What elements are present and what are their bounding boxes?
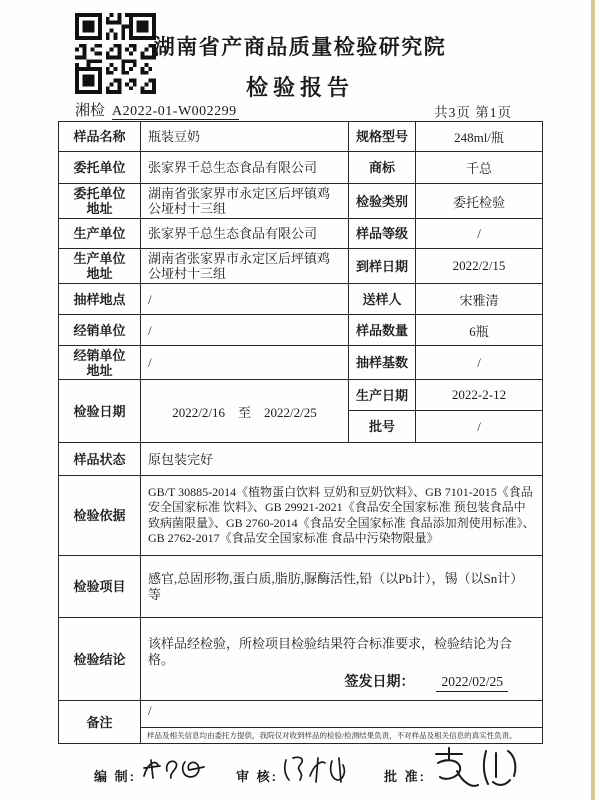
sample-quantity-label: 样品数量 bbox=[349, 315, 416, 346]
distributor-value: / bbox=[141, 315, 349, 346]
remarks-value: / bbox=[141, 702, 542, 728]
sample-name-value: 瓶装豆奶 bbox=[141, 122, 349, 152]
issue-date-line bbox=[141, 671, 542, 699]
sample-sender-value: 宋雅清 bbox=[416, 284, 543, 315]
remarks-fine-print: 样品及相关信息均由委托方提供，我院仅对收到样品的检验/检测结果负责，不对样品及相关信息的真实性负责。 bbox=[147, 731, 517, 740]
reviewed-by-signature bbox=[280, 752, 356, 790]
producer-address-value: 湖南省张家界市永定区后坪镇鸡公垭村十三组 bbox=[141, 249, 349, 284]
table-row bbox=[59, 346, 543, 380]
conclusion-cell bbox=[141, 618, 543, 701]
page-count: 共3页 第1页 bbox=[434, 105, 512, 120]
batch-no-label: 批号 bbox=[349, 411, 416, 443]
trademark-value: 千总 bbox=[416, 152, 543, 184]
client-address-value: 湖南省张家界市永定区后坪镇鸡公垭村十三组 bbox=[141, 184, 349, 219]
remarks-label: 备注 bbox=[59, 701, 141, 744]
inspection-basis-value: GB/T 30885-2014《植物蛋白饮料 豆奶和豆奶饮料》、GB 7101-2015《食品安全国家标准 饮料》、GB 29921-2021《食品安全国家标准 预包装食品中致病菌限量》、GB 2760-2014《食品安全国家标准 食品添加剂使用标准》、GB 2762-2017《食品安全国家标准 食品中污染物限量》 bbox=[141, 476, 543, 556]
approved-by-label: 批 准: bbox=[384, 769, 426, 784]
sample-status-label: 样品状态 bbox=[59, 443, 141, 476]
prepared-by-label: 编 制: bbox=[94, 769, 136, 784]
client-address-label: 委托单位地址 bbox=[59, 184, 141, 219]
report-number-line bbox=[75, 99, 239, 120]
production-date-label: 生产日期 bbox=[349, 380, 416, 411]
issue-date-label: 签发日期： bbox=[344, 673, 415, 689]
report-table bbox=[58, 121, 543, 744]
table-row bbox=[59, 380, 543, 411]
table-row bbox=[59, 184, 543, 219]
institute-title: 湖南省产商品质量检验研究院 bbox=[153, 36, 447, 59]
sample-grade-label: 样品等级 bbox=[349, 219, 416, 249]
sampling-base-value: / bbox=[416, 346, 543, 380]
table-row bbox=[59, 284, 543, 315]
page-edge-strip bbox=[591, 0, 595, 800]
client-value: 张家界千总生态食品有限公司 bbox=[141, 152, 349, 184]
sample-quantity-value: 6瓶 bbox=[416, 315, 543, 346]
table-row bbox=[59, 556, 543, 618]
sample-sender-label: 送样人 bbox=[349, 284, 416, 315]
sample-status-value: 原包装完好 bbox=[141, 443, 543, 476]
sampling-place-value: / bbox=[141, 284, 349, 315]
arrival-date-value: 2022/2/15 bbox=[416, 249, 543, 284]
prepared-by-signature bbox=[140, 754, 212, 788]
remarks-cell bbox=[141, 701, 543, 744]
table-row bbox=[59, 122, 543, 152]
distributor-address-value: / bbox=[141, 346, 349, 380]
producer-value: 张家界千总生态食品有限公司 bbox=[141, 219, 349, 249]
conclusion-value: 该样品经检验，所检项目检验结果符合标准要求，检验结论为合格。 bbox=[148, 636, 513, 667]
table-row bbox=[59, 476, 543, 556]
table-row bbox=[59, 443, 543, 476]
trademark-label: 商标 bbox=[349, 152, 416, 184]
table-row bbox=[59, 618, 543, 701]
table-row bbox=[59, 701, 543, 744]
distributor-label: 经销单位 bbox=[59, 315, 141, 346]
inspection-basis-label: 检验依据 bbox=[59, 476, 141, 556]
spec-model-value: 248ml/瓶 bbox=[416, 122, 543, 152]
conclusion-wrap bbox=[141, 619, 542, 699]
spec-model-label: 规格型号 bbox=[349, 122, 416, 152]
arrival-date-label: 到样日期 bbox=[349, 249, 416, 284]
table-row bbox=[59, 152, 543, 184]
approved-by-signature bbox=[426, 744, 526, 796]
producer-label: 生产单位 bbox=[59, 219, 141, 249]
inspection-category-label: 检验类别 bbox=[349, 184, 416, 219]
sample-name-label: 样品名称 bbox=[59, 122, 141, 152]
batch-no-value: / bbox=[416, 411, 543, 443]
sampling-place-label: 抽样地点 bbox=[59, 284, 141, 315]
table-row bbox=[59, 219, 543, 249]
report-number: A2022-01-W002299 bbox=[112, 104, 237, 119]
conclusion-label: 检验结论 bbox=[59, 618, 141, 701]
reviewed-by-label: 审 核: bbox=[236, 769, 278, 784]
report-title: 检验报告 bbox=[245, 75, 354, 100]
table-row bbox=[59, 315, 543, 346]
production-date-value: 2022-2-12 bbox=[416, 380, 543, 411]
signature-row bbox=[58, 750, 558, 800]
issue-date-value: 2022/02/25 bbox=[436, 674, 508, 692]
inspection-date-label: 检验日期 bbox=[59, 380, 141, 443]
inspection-category-value: 委托检验 bbox=[416, 184, 543, 219]
client-label: 委托单位 bbox=[59, 152, 141, 184]
distributor-address-label: 经销单位地址 bbox=[59, 346, 141, 380]
table-row bbox=[59, 249, 543, 284]
report-number-prefix: 湘检 bbox=[75, 103, 106, 119]
inspection-items-label: 检验项目 bbox=[59, 556, 141, 618]
inspection-items-value: 感官,总固形物,蛋白质,脂肪,脲酶活性,铅（以Pb计），锡（以Sn计）等 bbox=[141, 556, 543, 618]
sample-grade-value: / bbox=[416, 219, 543, 249]
inspection-date-value: 2022/2/16 至 2022/2/25 bbox=[141, 380, 349, 443]
sampling-base-label: 抽样基数 bbox=[349, 346, 416, 380]
producer-address-label: 生产单位地址 bbox=[59, 249, 141, 284]
